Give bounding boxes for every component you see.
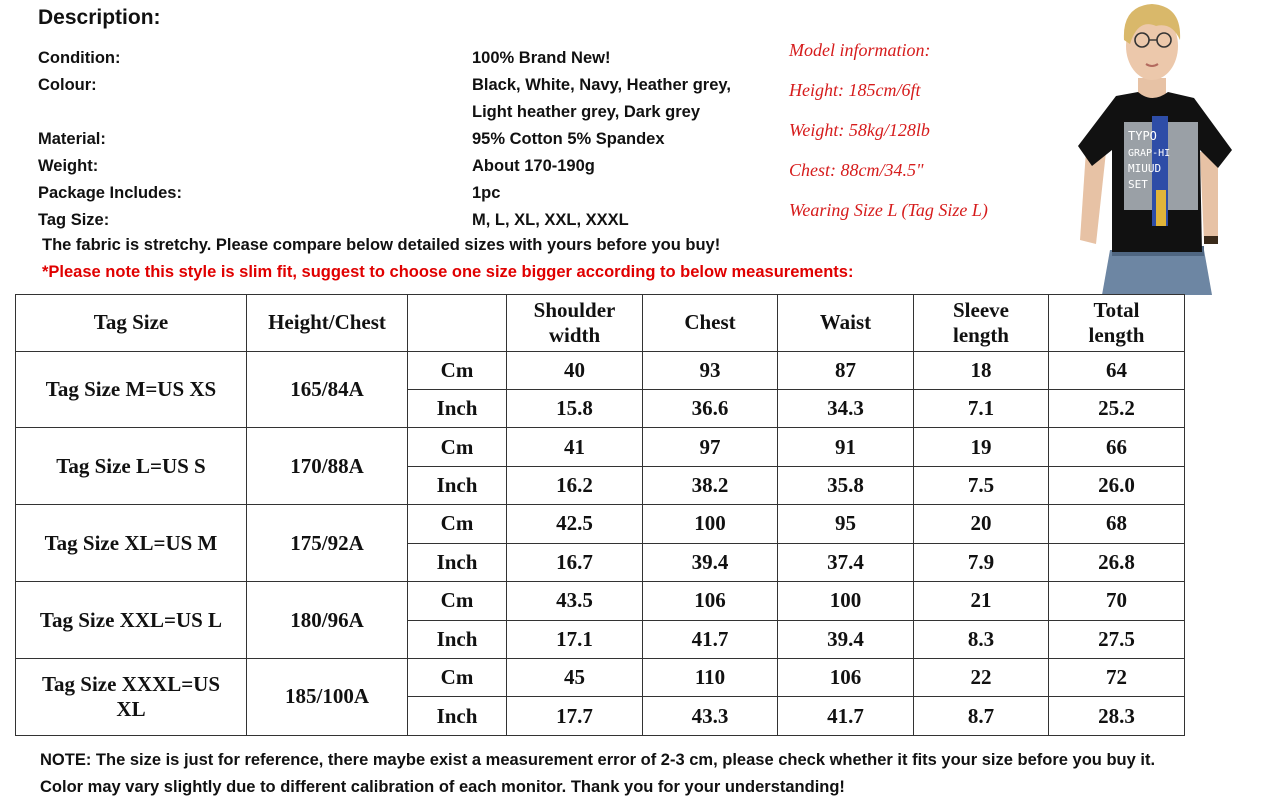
table-row	[16, 659, 1185, 697]
chest-cell: 43.3	[643, 697, 778, 736]
unit-cell: Cm	[408, 428, 507, 466]
table-row	[16, 428, 1185, 466]
total-length-cell: 72	[1049, 659, 1185, 697]
chest-cell: 93	[643, 351, 778, 389]
waist-cell: 91	[778, 428, 914, 466]
sleeve-cell: 8.3	[914, 620, 1049, 658]
measurement-note: NOTE: The size is just for reference, there maybe exist a measurement error of 2-3 cm, please check whether it fits your size before you buy it.	[40, 751, 1156, 769]
description-title: Description:	[38, 6, 161, 29]
shirt-print-line-4: SET	[1128, 178, 1148, 191]
spec-label-weight: Weight:	[38, 157, 99, 175]
total-length-cell: 70	[1049, 582, 1185, 620]
total-length-cell: 27.5	[1049, 620, 1185, 658]
waist-cell: 41.7	[778, 697, 914, 736]
model-photo	[1072, 0, 1242, 295]
header-total-length: Total length	[1049, 295, 1185, 352]
waist-cell: 87	[778, 351, 914, 389]
shoulder-cell: 15.8	[507, 390, 643, 428]
table-row	[16, 582, 1185, 620]
model-info-title: Model information:	[789, 40, 931, 60]
chest-cell: 36.6	[643, 390, 778, 428]
unit-cell: Cm	[408, 582, 507, 620]
sleeve-cell: 8.7	[914, 697, 1049, 736]
waist-cell: 35.8	[778, 466, 914, 504]
spec-label-tag-size: Tag Size:	[38, 211, 110, 229]
chest-cell: 38.2	[643, 466, 778, 504]
shoulder-cell: 42.5	[507, 505, 643, 543]
spec-value-package: 1pc	[472, 184, 501, 202]
table-header-row	[16, 295, 1185, 352]
shoulder-cell: 17.7	[507, 697, 643, 736]
waist-cell: 34.3	[778, 390, 914, 428]
waist-cell: 95	[778, 505, 914, 543]
sleeve-cell: 22	[914, 659, 1049, 697]
chest-cell: 110	[643, 659, 778, 697]
height-chest-cell: 180/96A	[247, 582, 408, 659]
shoulder-cell: 40	[507, 351, 643, 389]
total-length-cell: 26.8	[1049, 543, 1185, 581]
slim-fit-note: *Please note this style is slim fit, suggest to choose one size bigger according to below measurements:	[42, 263, 854, 281]
model-chest: Chest: 88cm/34.5"	[789, 160, 924, 180]
spec-value-tag-size: M, L, XL, XXL, XXXL	[472, 211, 629, 229]
stretch-note: The fabric is stretchy. Please compare below detailed sizes with yours before you buy!	[42, 236, 721, 254]
sleeve-cell: 19	[914, 428, 1049, 466]
waist-cell: 37.4	[778, 543, 914, 581]
spec-label-material: Material:	[38, 130, 106, 148]
model-weight: Weight: 58kg/128lb	[789, 120, 930, 140]
total-length-cell: 68	[1049, 505, 1185, 543]
header-sleeve-length: Sleeve length	[914, 295, 1049, 352]
header-chest: Chest	[643, 295, 778, 352]
chest-cell: 106	[643, 582, 778, 620]
tag-size-cell: Tag Size XL=US M	[16, 505, 247, 582]
shoulder-cell: 16.2	[507, 466, 643, 504]
shoulder-cell: 43.5	[507, 582, 643, 620]
shoulder-cell: 41	[507, 428, 643, 466]
unit-cell: Cm	[408, 505, 507, 543]
tag-size-cell: Tag Size M=US XS	[16, 351, 247, 428]
chest-cell: 39.4	[643, 543, 778, 581]
shirt-print-line-2: GRAP-HI	[1128, 148, 1171, 159]
header-shoulder-width: Shoulder width	[507, 295, 643, 352]
total-length-cell: 26.0	[1049, 466, 1185, 504]
model-wearing-size: Wearing Size L (Tag Size L)	[789, 200, 988, 220]
unit-cell: Inch	[408, 543, 507, 581]
total-length-cell: 28.3	[1049, 697, 1185, 736]
sleeve-cell: 7.5	[914, 466, 1049, 504]
chest-cell: 97	[643, 428, 778, 466]
spec-value-colour: Black, White, Navy, Heather grey,	[472, 76, 731, 94]
sleeve-cell: 21	[914, 582, 1049, 620]
shoulder-cell: 45	[507, 659, 643, 697]
table-row	[16, 351, 1185, 389]
sleeve-cell: 20	[914, 505, 1049, 543]
waist-cell: 39.4	[778, 620, 914, 658]
total-length-cell: 64	[1049, 351, 1185, 389]
model-height: Height: 185cm/6ft	[789, 80, 921, 100]
total-length-cell: 25.2	[1049, 390, 1185, 428]
header-waist: Waist	[778, 295, 914, 352]
sleeve-cell: 7.9	[914, 543, 1049, 581]
unit-cell: Inch	[408, 620, 507, 658]
chest-cell: 41.7	[643, 620, 778, 658]
height-chest-cell: 175/92A	[247, 505, 408, 582]
size-chart-table	[15, 294, 1185, 736]
shoulder-cell: 16.7	[507, 543, 643, 581]
spec-value-material: 95% Cotton 5% Spandex	[472, 130, 665, 148]
unit-cell: Cm	[408, 659, 507, 697]
spec-label-package: Package Includes:	[38, 184, 182, 202]
color-note: Color may vary slightly due to different calibration of each monitor. Thank you for your understanding!	[40, 778, 845, 796]
header-unit	[408, 295, 507, 352]
header-tag-size: Tag Size	[16, 295, 247, 352]
total-length-cell: 66	[1049, 428, 1185, 466]
waist-cell: 100	[778, 582, 914, 620]
shirt-print-line-3: MIUUD	[1128, 162, 1162, 175]
unit-cell: Inch	[408, 390, 507, 428]
unit-cell: Inch	[408, 466, 507, 504]
spec-value-weight: About 170-190g	[472, 157, 595, 175]
shirt-print-line-1: TYPO	[1128, 129, 1157, 143]
spec-label-condition: Condition:	[38, 49, 121, 67]
shoulder-cell: 17.1	[507, 620, 643, 658]
sleeve-cell: 7.1	[914, 390, 1049, 428]
unit-cell: Inch	[408, 697, 507, 736]
spec-value-condition: 100% Brand New!	[472, 49, 611, 67]
height-chest-cell: 185/100A	[247, 659, 408, 736]
tag-size-cell: Tag Size XXL=US L	[16, 582, 247, 659]
spec-value-colour-2: Light heather grey, Dark grey	[472, 103, 701, 121]
height-chest-cell: 165/84A	[247, 351, 408, 428]
waist-cell: 106	[778, 659, 914, 697]
tag-size-cell: Tag Size XXXL=US XL	[16, 659, 247, 736]
unit-cell: Cm	[408, 351, 507, 389]
spec-label-colour: Colour:	[38, 76, 97, 94]
table-row	[16, 505, 1185, 543]
tag-size-cell: Tag Size L=US S	[16, 428, 247, 505]
chest-cell: 100	[643, 505, 778, 543]
sleeve-cell: 18	[914, 351, 1049, 389]
header-height-chest: Height/Chest	[247, 295, 408, 352]
height-chest-cell: 170/88A	[247, 428, 408, 505]
